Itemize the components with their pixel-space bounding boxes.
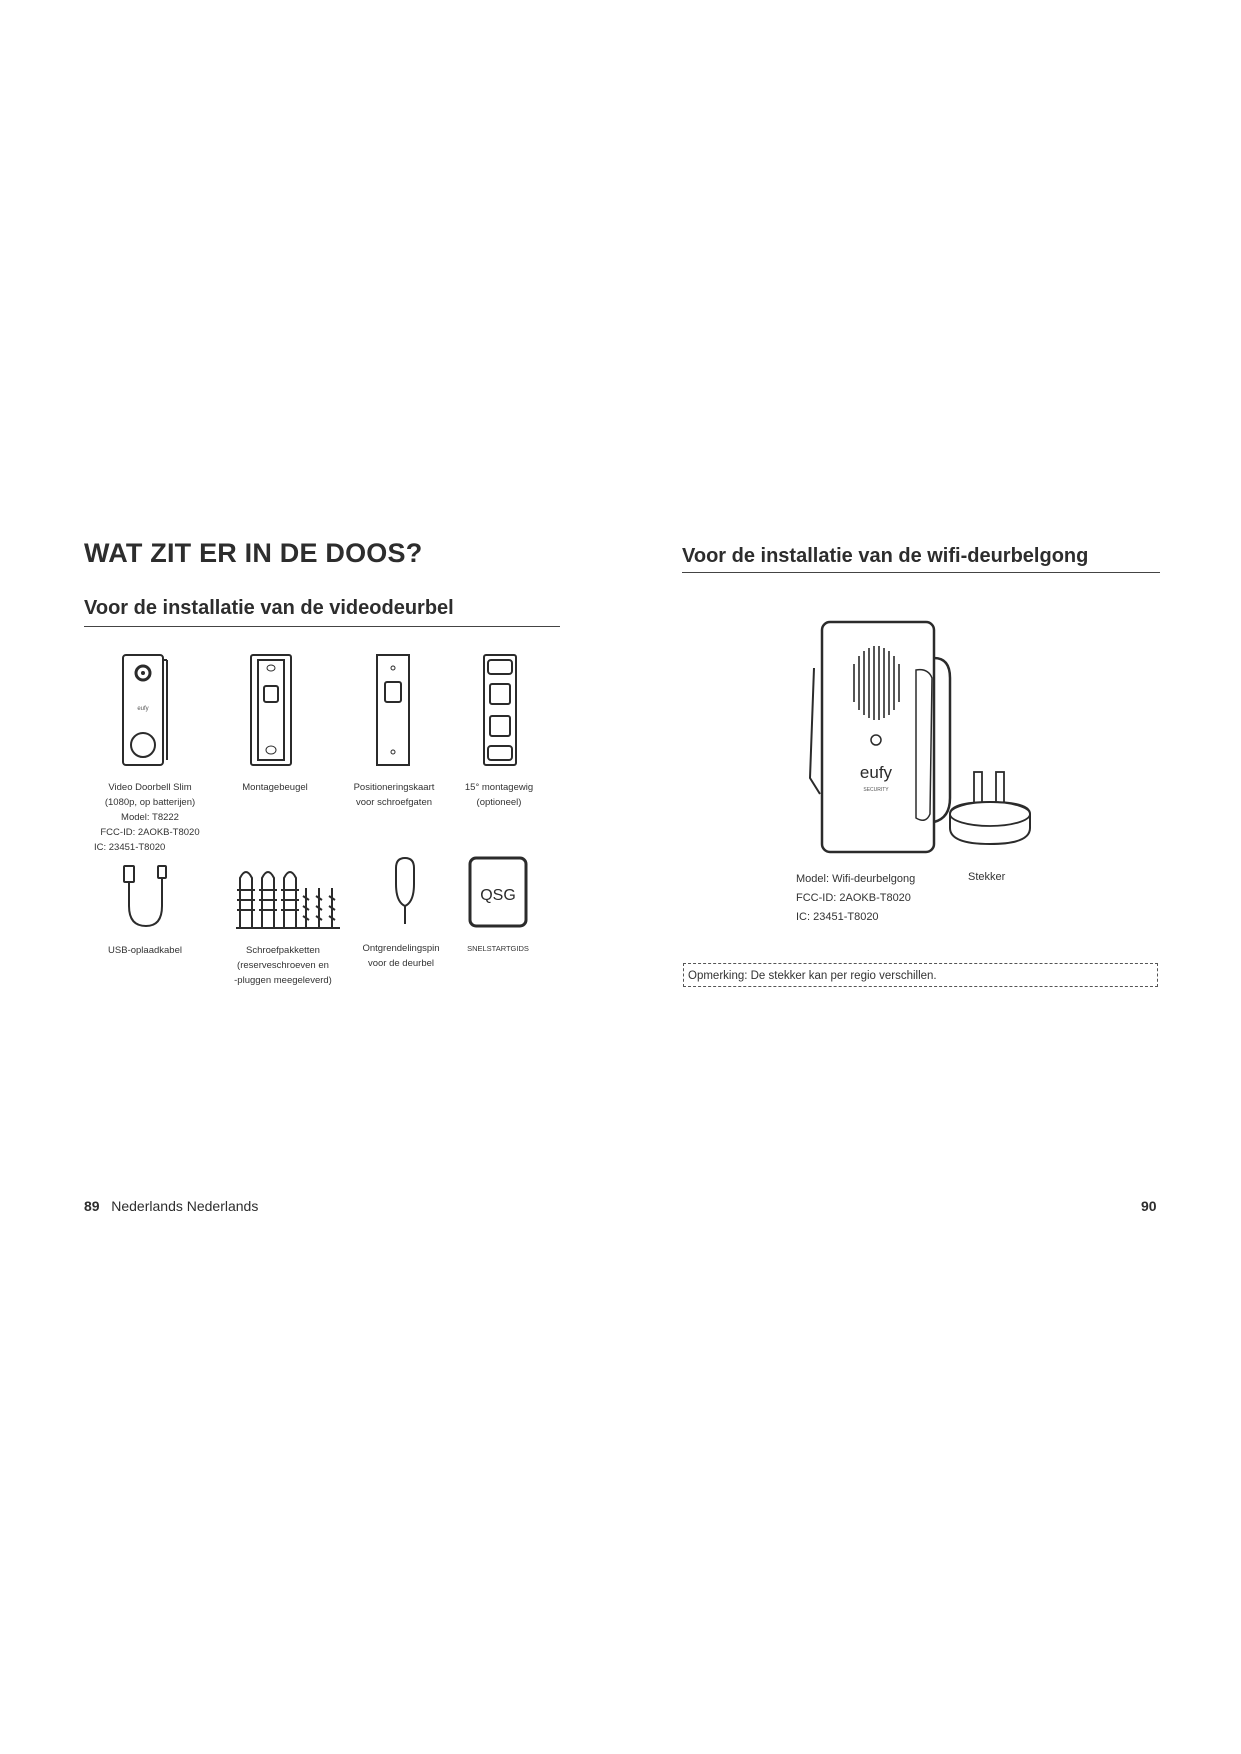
chime-illustration <box>806 618 956 858</box>
chime-logo: eufy <box>859 763 893 782</box>
screw-kits-illustration <box>232 864 344 934</box>
item-caption-wedge: 15° montagewig (optioneel) <box>464 782 534 808</box>
chime-logo-sub: SECURITY <box>863 787 889 793</box>
section-rule <box>682 572 1160 573</box>
item-caption-positioning-card: Positioneringskaart voor schroefgaten <box>353 782 435 808</box>
doorbell-logo: eufy <box>137 706 149 712</box>
plug-illustration <box>942 770 1038 860</box>
usb-cable-illustration <box>118 862 174 930</box>
note-box: Opmerking: De stekker kan per regio verschillen. <box>683 963 1158 987</box>
mounting-wedge-illustration <box>480 652 520 770</box>
mounting-bracket-illustration <box>248 652 294 770</box>
item-caption-screw-kits: Schroefpakketten (reserveschroeven en -pluggen meegeleverd) <box>234 945 332 986</box>
release-pin-illustration <box>392 854 418 926</box>
page-number-right: 90 <box>1141 1198 1157 1214</box>
item-caption-release-pin: Ontgrendelingspin voor de deurbel <box>362 943 440 969</box>
positioning-card-illustration <box>373 652 413 770</box>
section-title-chime: Voor de installatie van de wifi-deurbelgong <box>682 545 1089 567</box>
section-rule <box>84 626 560 627</box>
item-caption-quick-start-guide: SNELSTARTGIDS <box>467 944 529 953</box>
footer-language: Nederlands Nederlands <box>111 1198 259 1214</box>
plug-label: Stekker <box>968 871 1006 883</box>
item-caption-bracket: Montagebeugel <box>242 782 308 793</box>
video-doorbell-illustration <box>120 652 170 770</box>
chime-spec: Model: Wifi-deurbelgong FCC-ID: 2AOKB-T8020 IC: 23451-T8020 <box>796 873 916 923</box>
left-footer <box>84 1198 258 1214</box>
page-title: WAT ZIT ER IN DE DOOS? <box>84 538 423 568</box>
section-title-doorbell: Voor de installatie van de videodeurbel <box>84 597 454 619</box>
qsg-label: QSG <box>480 887 516 904</box>
item-caption-doorbell: Video Doorbell Slim (1080p, op batterijen) Model: T8222 FCC-ID: 2AOKB-T8020 IC: 23451-T8020 <box>94 782 200 853</box>
page-number-left: 89 <box>84 1198 100 1214</box>
qsg-booklet-illustration <box>468 856 530 930</box>
item-caption-usb-cable: USB-oplaadkabel <box>108 945 182 956</box>
